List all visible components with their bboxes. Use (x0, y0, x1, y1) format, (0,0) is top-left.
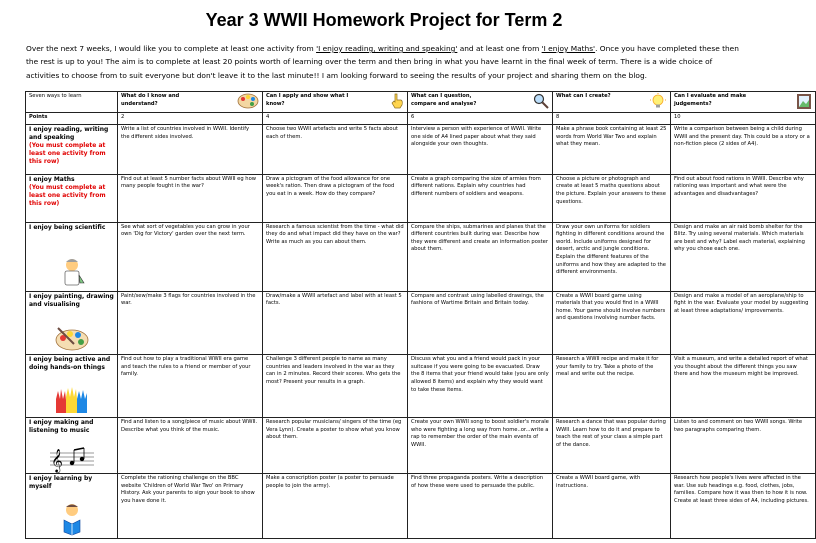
category-scientific (26, 222, 118, 291)
hand-pointer-icon (390, 93, 404, 109)
magnifying-glass-icon (533, 93, 549, 109)
activity-cell: Compare and contrast using labelled drawings, the fashions of Wartime Britain and Britain today. (408, 291, 553, 355)
lightbulb-icon (649, 93, 667, 110)
svg-text:𝄞: 𝄞 (50, 448, 63, 473)
activity-cell: Find and listen to a song/piece of music about WWII. Describe what you think of the music. (118, 417, 263, 473)
row-learning-by-myself (26, 474, 816, 539)
activity-cell: Draw/make a WWII artefact and label with at least 5 facts. (263, 291, 408, 355)
activity-cell: Challenge 3 different people to name as many countries and leaders involved in the war as they can in 2 minutes. Record their scores. Who gets the most? Present your results in a graph. (263, 355, 408, 418)
header-label: What do I know and understand? (121, 93, 180, 107)
activity-cell: Create a WWII board game, with instructions. (553, 474, 671, 539)
activity-cell: Write a comparison between being a child during WWII and the present day. This could be a story or a non-fiction piece (2 sides of A4). (671, 124, 816, 174)
header-evaluate (671, 92, 816, 113)
intro-paragraph (26, 42, 744, 82)
page-title: Year 3 WWII Homework Project for Term 2 (205, 10, 563, 30)
header-row (26, 92, 816, 113)
points-value: 4 (263, 113, 408, 125)
category-name: I enjoy painting, drawing and visualising (29, 292, 114, 308)
row-scientific (26, 222, 816, 291)
header-seven-ways: Seven ways to learn (26, 92, 118, 113)
points-value: 10 (671, 113, 816, 125)
points-value: 6 (408, 113, 553, 125)
activity-cell: Choose a picture or photograph and create at least 5 maths questions about the picture. Explain your answers to these questions. (553, 174, 671, 222)
intro-text-1: Over the next 7 weeks, I would like you to complete at least one activity from (26, 44, 317, 53)
reading-child-icon (57, 502, 87, 536)
row-music (26, 417, 816, 473)
header-label: What can I create? (556, 93, 611, 99)
category-name: I enjoy reading, writing and speaking (29, 125, 109, 141)
points-value: 2 (118, 113, 263, 125)
activity-cell: Interview a person with experience of WWII. Write one side of A4 lined paper about what they said alongside your own thoughts. (408, 124, 553, 174)
row-painting-drawing (26, 291, 816, 355)
category-music (26, 417, 118, 473)
activity-cell: Create a graph comparing the size of armies from different nations. Explain why countries had different numbers of soldiers and weapons. (408, 174, 553, 222)
activity-cell: Write a list of countries involved in WWII. Identify the different sides involved. (118, 124, 263, 174)
activity-cell: Make a phrase book containing at least 25 words from World War Two and explain what they mean. (553, 124, 671, 174)
category-learning-by-myself (26, 474, 118, 539)
header-know-understand (118, 92, 263, 113)
required-note: (You must complete at least one activity from this row) (29, 183, 106, 207)
activity-cell: Find out how to play a traditional WWII era game and teach the rules to a friend or member of your family. (118, 355, 263, 418)
activity-cell: Design and make an air raid bomb shelter for the Blitz. Try using several materials. Which materials are best and why? Label each material, explaining why you chose each one. (671, 222, 816, 291)
row-maths (26, 174, 816, 222)
activity-cell: Find three propaganda posters. Write a description of how these were used to persuade the public. (408, 474, 553, 539)
activity-cell: Research a famous scientist from the time - what did they do and what impact did they have on the war? Write as much as you can about them. (263, 222, 408, 291)
activity-cell: Find out about food rations in WWII. Describe why rationing was important and what were the advantages and disadvantages? (671, 174, 816, 222)
homework-grid (25, 91, 816, 539)
header-create (553, 92, 671, 113)
intro-text-3: . Once you have completed these then the rest is up to you! The aim is to complete at least 20 points worth of learning over the term and then bring in what you have learnt in the final week of term. There is a wide choice of activities to choose from to suit everyone but don't leave it to the last minute!! I am looking forward to seeing the results of your project and sharing them on the blog. (26, 44, 739, 80)
points-label: Points (26, 113, 118, 125)
activity-cell: Research a dance that was popular during WWII. Learn how to do it and prepare to teach the rest of your class a simple part of the dance. (553, 417, 671, 473)
activity-cell: Paint/sew/make 3 flags for countries involved in the war. (118, 291, 263, 355)
activity-cell: Draw your own uniforms for soldiers fighting in different conditions around the world. Include uniforms designed for desert, arctic and jungle conditions. Explain the different features of the uniforms and how they are adapted to the different environments. (553, 222, 671, 291)
activity-cell: Visit a museum, and write a detailed report of what you thought about the different things you saw there and how the museum might be improved. (671, 355, 816, 418)
row-reading-writing (26, 124, 816, 174)
header-apply-show (263, 92, 408, 113)
activity-cell: Research how people's lives were affected in the war. Use sub headings e.g. food, clothes, jobs, families. Compare how it was then to how it is now. Create at least three sides of A4, including pictures. (671, 474, 816, 539)
intro-maths-row-reference: 'I enjoy Maths' (541, 44, 596, 53)
category-name: I enjoy making and listening to music (29, 418, 94, 434)
category-name: I enjoy Maths (29, 175, 75, 183)
row-active-hands-on (26, 355, 816, 418)
framed-picture-icon (796, 93, 812, 110)
points-row (26, 113, 816, 125)
scientist-icon (57, 257, 87, 289)
activity-cell: Compare the ships, submarines and planes that the different countries built during war. Describe how they were different and create an information poster about them. (408, 222, 553, 291)
header-label: Can I apply and show what I know? (266, 93, 349, 107)
activity-cell: Draw a pictogram of the food allowance for one week's ration. Then draw a pictogram of the food you eat in a week. How do they compare? (263, 174, 408, 222)
category-active-hands-on (26, 355, 118, 418)
music-notes-icon (50, 445, 94, 471)
intro-text-2: and at least one from (457, 44, 542, 53)
intro-reading-row-reference: 'I enjoy reading, writing and speaking' (316, 44, 458, 53)
category-name: I enjoy being scientific (29, 223, 106, 231)
category-painting-drawing (26, 291, 118, 355)
activity-cell: Make a conscription poster (a poster to persuade people to join the army). (263, 474, 408, 539)
activity-cell: Create a WWII board game using materials that you would find in a WWII home. Your game should involve numbers and questions involving number facts. (553, 291, 671, 355)
activity-cell: Create your own WWII song to boost soldier's morale who were fighting a long way from home..or...write a rap to remember the order of the main events of WWII. (408, 417, 553, 473)
activity-cell: Discuss what you and a friend would pack in your suitcase if you were going to be evacuated. Draw the 8 items that your friend would take (you are only allowed 8 items) and explain why they would want to take these items. (408, 355, 553, 418)
header-label: What can I question, compare and analyse? (411, 93, 477, 107)
required-note: (You must complete at least one activity from this row) (29, 141, 106, 165)
activity-cell: Choose two WWII artefacts and write 5 facts about each of them. (263, 124, 408, 174)
category-reading-writing (26, 124, 118, 174)
category-name: I enjoy learning by myself (29, 475, 93, 491)
activity-cell: Listen to and comment on two WWII songs. Write two paragraphs comparing them. (671, 417, 816, 473)
activity-cell: Research a WWII recipe and make it for your family to try. Take a photo of the meal and write out the recipe. (553, 355, 671, 418)
category-maths (26, 174, 118, 222)
activity-cell: Research popular musicians/ singers of the time (eg Vera Lynn). Create a poster to show what you know about them. (263, 417, 408, 473)
header-question-compare (408, 92, 553, 113)
palette-icon (237, 93, 259, 109)
activity-cell: Design and make a model of an aeroplane/ship to fight in the war. Evaluate your model by suggesting at least three adaptations/ improvements. (671, 291, 816, 355)
category-name: I enjoy being active and doing hands-on things (29, 356, 111, 372)
activity-cell: Find out at least 5 number facts about WWII eg how many people fought in the war? (118, 174, 263, 222)
painted-hands-icon (52, 385, 92, 415)
activity-cell: See what sort of vegetables you can grow in your own 'Dig for Victory' garden over the next term. (118, 222, 263, 291)
header-label: Can I evaluate and make judgements? (674, 93, 747, 107)
activity-cell: Complete the rationing challenge on the BBC website 'Children of World War Two' on Primary History. Ask your parents to sign your book to show you have done it. (118, 474, 263, 539)
paint-palette-icon (54, 326, 90, 352)
points-value: 8 (553, 113, 671, 125)
